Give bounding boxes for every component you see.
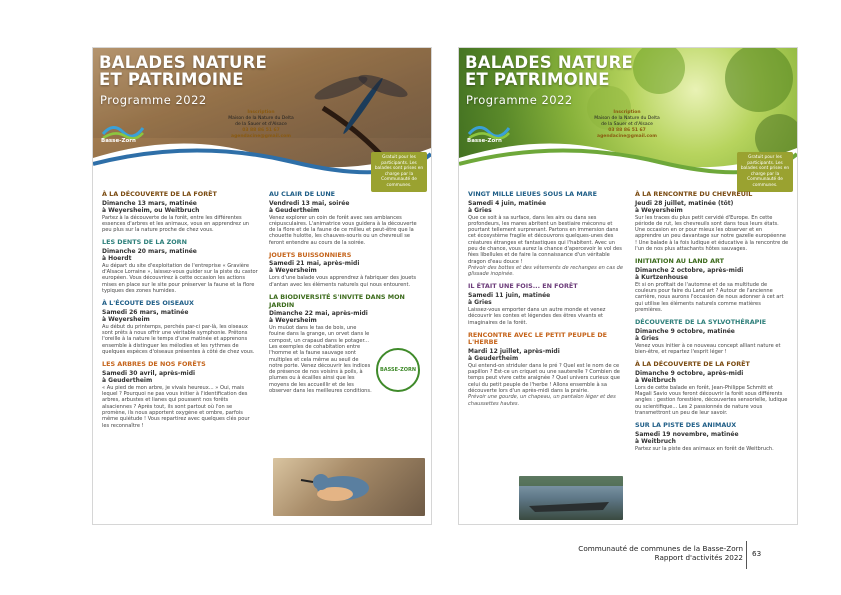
- flyer-summer-autumn: [458, 47, 798, 525]
- event-item: AU CLAIR DE LUNE Vendredi 13 mai, soirée à Geudertheim Venez explorer un coin de forêt avec ses ambiances crépusculaires. L'animatrice vous guidera à la découverte de la flore et de la faune de ce milieu et peut-être que la chouette hulotte, les chauves-souris ou un chevreuil se feront entendre au cours de la soirée.: [269, 190, 417, 246]
- bird-photo: [273, 458, 425, 516]
- boat-photo: [519, 476, 623, 520]
- event-item: À LA DÉCOUVERTE DE LA FORÊT Dimanche 13 mars, matinée à Weyersheim, ou Weitbruch Partez à la découverte de la forêt, entre les différentes essences d'arbres et les animaux, vous en apprendrez un peu plus sur la nature proche de chez vous.: [102, 190, 250, 234]
- event-item: RENCONTRE AVEC LE PETIT PEUPLE DE L'HERBE Mardi 12 juillet, après-midi à Geudertheim Qui entend-on striduler dans le pré ? Quel est le nom de ce papillon ? Est-ce un criquet ou une sauterelle ? Combien de temps peut vivre cette araignée ? Quel univers curieux que celui du petit peuple de l'herbe ! Allons ensemble à sa découverte lors d'un après-midi dans la prairie. Prévoir une gourde, un chapeau, un pantalon léger et des chaussettes hautes.: [468, 330, 621, 407]
- event-item: VINGT MILLE LIEUES SOUS LA MARE Samedi 4 juin, matinée à Gries Que ce soit à sa surface, dans les airs ou dans ses profondeurs, les mares abritent un bestiaire méconnu et pourtant tellement surprenant. Partons en immersion dans cet écosystème fragile et découvrons quelques-unes des créatures étranges et fantastiques qui l'habitent. Avec un peu de chance, vous aurez la chance d'apercevoir le vol des fées libellules et de faire la connaissance d'un véritable dragon d'eau douce ! Prévoir des bottes et des vêtements de rechanges en cas de glissade inopinée.: [468, 190, 623, 278]
- event-item: LES DENTS DE LA ZORN Dimanche 20 mars, matinée à Hoerdt Au départ du site d'exploitation de l'entreprise « Gravière d'Alsace Lorraine », laissez-vous guider sur la piste du castor européen. Vous découvrirez à cette occasion les actions mises en place sur le site pour préserver la faune et la flore typiques des zones humides.: [102, 238, 258, 295]
- free-info-box: Gratuit pour les participants. Les balades sont prises en charge par la Communauté de communes.: [371, 152, 427, 192]
- logo-text: Basse-Zorn: [467, 138, 502, 144]
- contact-block: Inscription Maison de la Nature du Delta de la Sauer et d'Alsace 03 88 86 51 67 agendacine@gmail.com: [577, 110, 677, 140]
- event-item: À LA DÉCOUVERTE DE LA FORÊT Dimanche 9 octobre, après-midi à Weitbruch Lors de cette balade en forêt, Jean-Philippe Schmitt et Magali Savio vous feront découvrir la forêt sous différents angles : gestion forestière, découvertes sensorielle, ludique ou scientifique... Les 2 passionnés de nature vous transmettront un peu de leur savoir.: [635, 360, 788, 417]
- footer-org: Communauté de communes de la Basse-Zorn: [578, 544, 743, 553]
- flyer-title: BALADES NATURE ET PATRIMOINE: [465, 53, 633, 89]
- flyer-spring: [92, 47, 432, 525]
- boat-icon: [519, 476, 623, 520]
- event-item: À LA RENCONTRE DU CHEVREUIL Jeudi 28 juillet, matinée (tôt) à Weyersheim Sur les traces du plus petit cervidé d'Europe. En cette période de rut, les chevreuils sont dans tous leurs états. Une occasion en or pour mieux les observer et en apprendre un peu davantage sur notre gazelle européenne ! Une balade à la fois ludique et éducative à la rencontre de l'un de nos plus attachants hôtes sauvages.: [635, 190, 789, 252]
- event-item: SUR LA PISTE DES ANIMAUX Samedi 19 novembre, matinée à Weitbruch Partez sur la piste des animaux en forêt de Weitbruch.: [635, 421, 774, 452]
- contact-email: agendacine@gmail.com: [597, 134, 657, 139]
- event-item: LA BIODIVERSITÉ S'INVITE DANS MON JARDIN Dimanche 22 mai, après-midi à Weyersheim Un muüot dans le tas de bois, une fouine dans la grange, un orvet dans le compost, un crapaud dans le potager... Les exemples de cohabitation entre l'homme et la faune sauvage sont multiples et cela même au seuil de notre porte. Venez découvrir les indices de présence de nos voisins à poils, à plumes ou à écailles ainsi que les moyens de les accueillir et de les observer dans les meilleures conditions.: [269, 293, 405, 395]
- nuthatch-icon: [273, 458, 425, 516]
- event-item: JOUETS BUISSONNIERS Samedi 21 mai, après-midi à Weyersheim Lors d'une balade vous apprendrez à fabriquer des jouets d'antan avec les éléments naturels qui nous entourent.: [269, 250, 417, 288]
- flyer-subtitle: Programme 2022: [100, 93, 207, 107]
- contact-email: agendacine@gmail.com: [231, 134, 291, 139]
- free-info-box: Gratuit pour les participants. Les balades sont prises en charge par la Communauté de communes.: [737, 152, 793, 192]
- events-column-right: [635, 191, 789, 458]
- flyer-subtitle: Programme 2022: [466, 93, 573, 107]
- logo-text: Basse-Zorn: [101, 138, 136, 144]
- events-column-left: [468, 191, 624, 413]
- event-item: INITIATION AU LAND ART Dimanche 2 octobre, après-midi à Kurtzenhouse Et si on profitait de l'automne et de sa multitude de couleurs pour faire du Land art ? Autour de l'ancienne carrière, nous aurons l'occasion de nous adonner à cet art qui utilise les éléments naturels comme matières premières.: [635, 257, 784, 313]
- report-footer: [575, 544, 743, 562]
- footer-report: Rapport d'activités 2022: [654, 553, 743, 562]
- event-item: LES ARBRES DE NOS FORÊTS Samedi 30 avril, après-midi à Geudertheim « Au pied de mon arbre, je vivais heureux... » Oui, mais lequel ? Pourquoi ne pas vous initier à l'identification des arbres, arbustes et lianes qui poussent nos forêts alsaciennes ? Après tout, ils sont partout où l'on se promène, ils nous apportent oxygène et ombre, parfois même quiétude ! Vous repartirez avec quelques clés pour les reconnaître !: [102, 360, 250, 429]
- event-item: DÉCOUVERTE DE LA SYLVOTHÉRAPIE Dimanche 9 octobre, matinée à Gries Venez vous initier à ce nouveau concept alliant nature et bien-être, et repartez l'esprit léger !: [635, 318, 781, 356]
- flyer-title: BALADES NATURE ET PATRIMOINE: [99, 53, 267, 89]
- event-item: IL ÉTAIT UNE FOIS... EN FORÊT Samedi 11 juin, matinée à Gries Laissez-vous emporter dans un autre monde et venez découvrir les contes et légendes des êtres vivants et imaginaires de la forêt.: [468, 282, 606, 326]
- event-item: À L'ÉCOUTE DES OISEAUX Samedi 26 mars, matinée à Weyersheim Au début du printemps, perchés par-ci par-là, les oiseaux sont prêts à nous offrir une véritable symphonie. Prêtons l'oreille à la nature le temps d'une matinée et apprenons ensemble à distinguer les mélodies et les rythmes de quelques espèces d'oiseaux présentes à côté de chez vous.: [102, 299, 255, 356]
- contact-block: Inscription Maison de la Nature du Delta de la Sauer et d'Alsace 03 88 86 51 67 agendacine@gmail.com: [211, 110, 311, 140]
- page-number: 63: [752, 549, 762, 558]
- basse-zorn-badge: BASSE-ZORN: [376, 348, 420, 392]
- footer-divider: [746, 541, 747, 569]
- events-column-left: [102, 191, 258, 435]
